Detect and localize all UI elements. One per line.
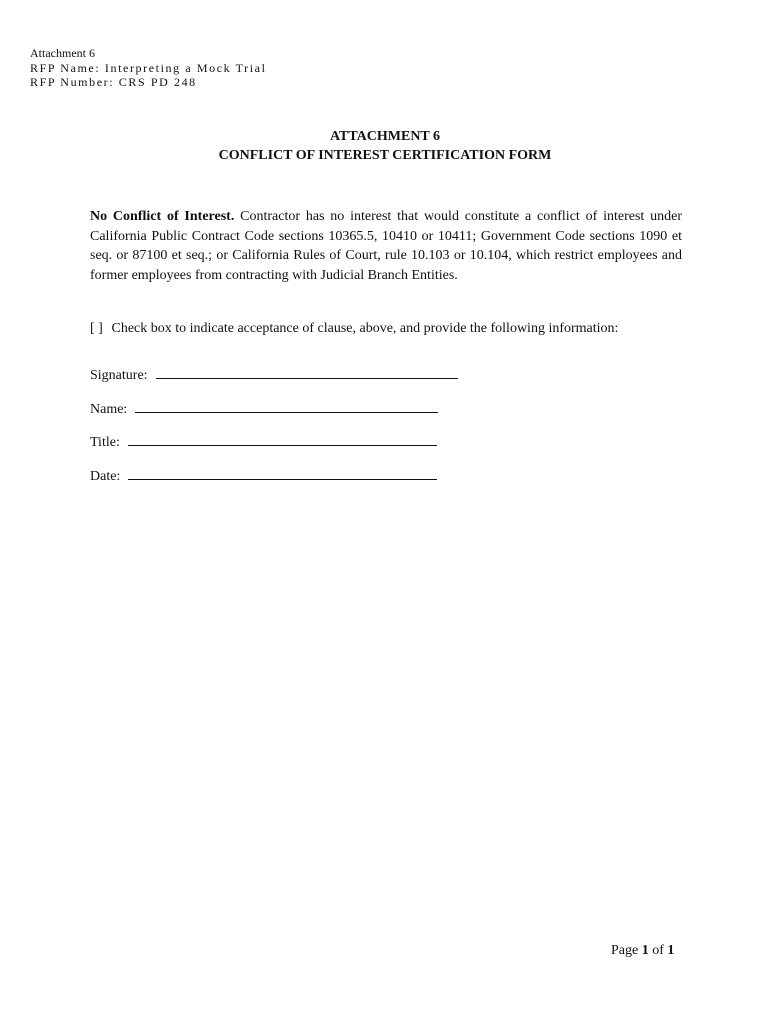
clause-body: Contractor has no interest that would constitute a conflict of interest under California Public Contract Code sections 10365.5, 10410 or 10411; Government Code sections 1090 et seq. or 87100 et seq.; or California Rules of Court, rule 10.103 or 10.104, which restrict employees and former employees from contracting with Judicial Branch Entities.: [90, 209, 682, 283]
acceptance-row: [90, 319, 618, 338]
clause-heading: No Conflict of Interest.: [90, 209, 235, 224]
current-page: 1: [641, 943, 649, 958]
rfp-number: RFP Number: CRS PD 248: [30, 75, 197, 89]
date-input-line[interactable]: [128, 465, 437, 480]
name-field: [90, 398, 438, 419]
name-input-line[interactable]: [135, 398, 438, 413]
name-label: Name:: [90, 402, 128, 417]
page-word: Page: [611, 943, 639, 958]
attachment-label: Attachment 6: [30, 46, 95, 60]
rfp-name: RFP Name: Interpreting a Mock Trial: [30, 60, 267, 75]
title-form-name: CONFLICT OF INTEREST CERTIFICATION FORM: [218, 148, 552, 163]
signature-input-line[interactable]: [156, 364, 458, 379]
signature-label: Signature:: [90, 368, 148, 383]
of-word: of: [652, 943, 664, 958]
document-header: [30, 46, 267, 90]
page-number: [611, 942, 674, 960]
signature-field: [90, 364, 458, 385]
date-field: [90, 465, 437, 486]
title-label: Title:: [90, 435, 120, 450]
conflict-clause: [90, 207, 682, 285]
total-pages: 1: [667, 943, 675, 958]
date-label: Date:: [90, 469, 121, 484]
title-input-line[interactable]: [128, 431, 437, 446]
acceptance-text: Check box to indicate acceptance of clause, above, and provide the following information:: [111, 321, 619, 336]
acceptance-checkbox[interactable]: [ ]: [90, 321, 103, 336]
form-title: [0, 127, 770, 165]
title-attachment: ATTACHMENT 6: [329, 129, 441, 144]
title-field: [90, 431, 437, 452]
